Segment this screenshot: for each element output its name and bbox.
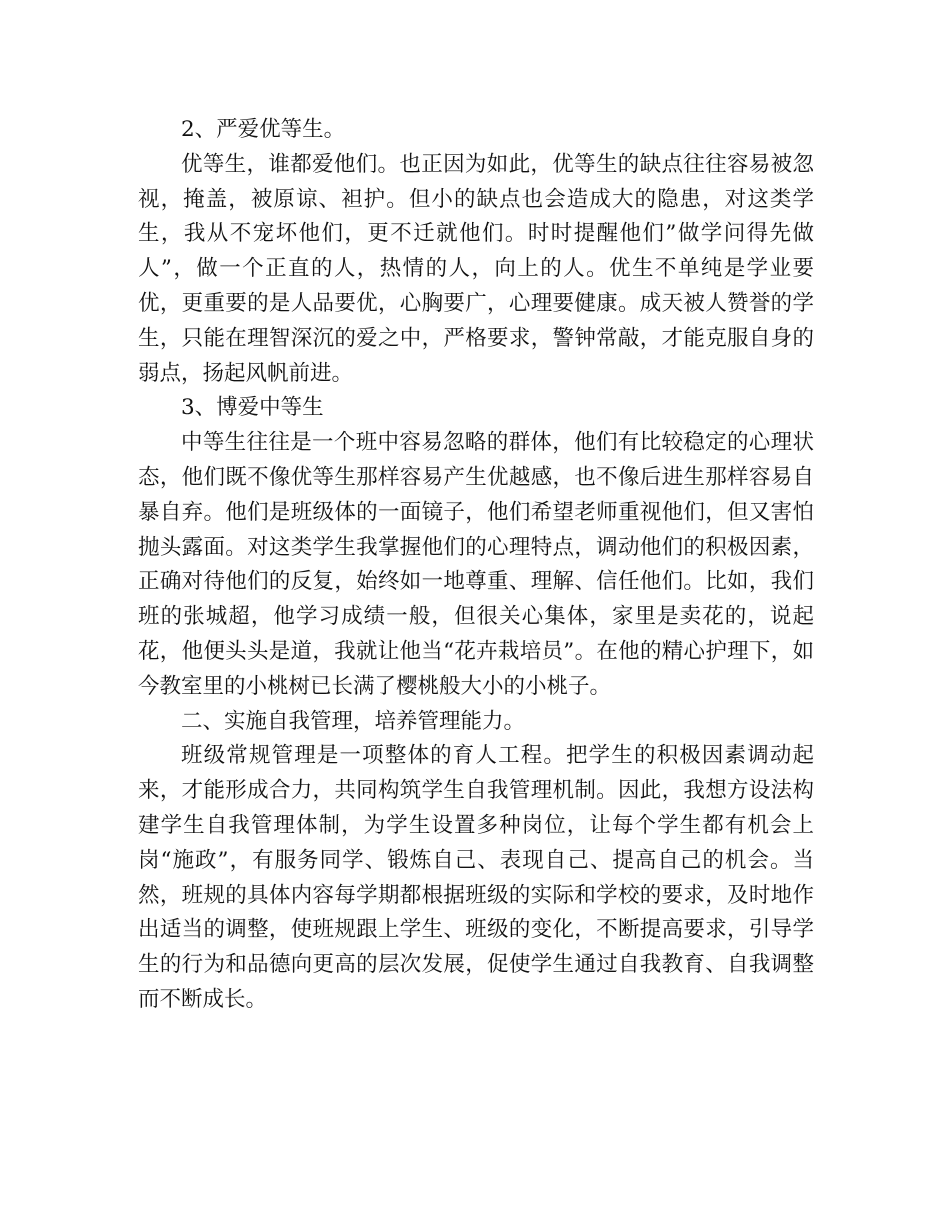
section-heading-top-students: 2、严爱优等生。 xyxy=(181,117,346,142)
paragraph-top-students: 优等生，谁都爱他们。也正因为如此，优等生的缺点往往容易被忽视，掩盖，被原谅、袒护。但小的缺点也会造成大的隐患，对这类学生，我从不宠坏他们，更不迁就他们。时时提醒他们”做学问得先做人”，做一个正直的人，热情的人，向上的人。优生不单纯是学业要优，更重要的是人品要优，心胸要广，心理要健康。成天被人赞誉的学生，只能在理智深沉的爱之中，严格要求，警钟常敲，才能克服自身的弱点，扬起风帆前进。 xyxy=(138,151,814,386)
document-body xyxy=(138,113,814,1018)
section-heading-middle-students: 3、博爱中等生 xyxy=(181,395,324,421)
paragraph-middle-students: 中等生往往是一个班中容易忽略的群体，他们有比较稳定的心理状态，他们既不像优等生那样容易产生优越感，也不像后进生那样容易自暴自弃。他们是班级体的一面镜子，他们希望老师重视他们，但又害怕抛头露面。对这类学生我掌握他们的心理特点，调动他们的积极因素，正确对待他们的反复，始终如一地尊重、理解、信任他们。比如，我们班的张城超，他学习成绩一般，但很关心集体，家里是卖花的，说起花，他便头头是道，我就让他当“花卉栽培员”。在他的精心护理下，如今教室里的小桃树已长满了樱桃般大小的小桃子。 xyxy=(138,430,814,699)
section-heading-self-management: 二、实施自我管理，培养管理能力。 xyxy=(181,708,526,734)
paragraph-self-management: 班级常规管理是一项整体的育人工程。把学生的积极因素调动起来，才能形成合力，共同构筑学生自我管理机制。因此，我想方设法构建学生自我管理体制，为学生设置多种岗位，让每个学生都有机会上岗“施政”，有服务同学、锻炼自己、表现自己、提高自己的机会。当然，班规的具体内容每学期都根据班级的实际和学校的要求，及时地作出适当的调整，使班规跟上学生、班级的变化，不断提高要求，引导学生的行为和品德向更高的层次发展，促使学生通过自我教育、自我调整而不断成长。 xyxy=(138,743,814,1012)
